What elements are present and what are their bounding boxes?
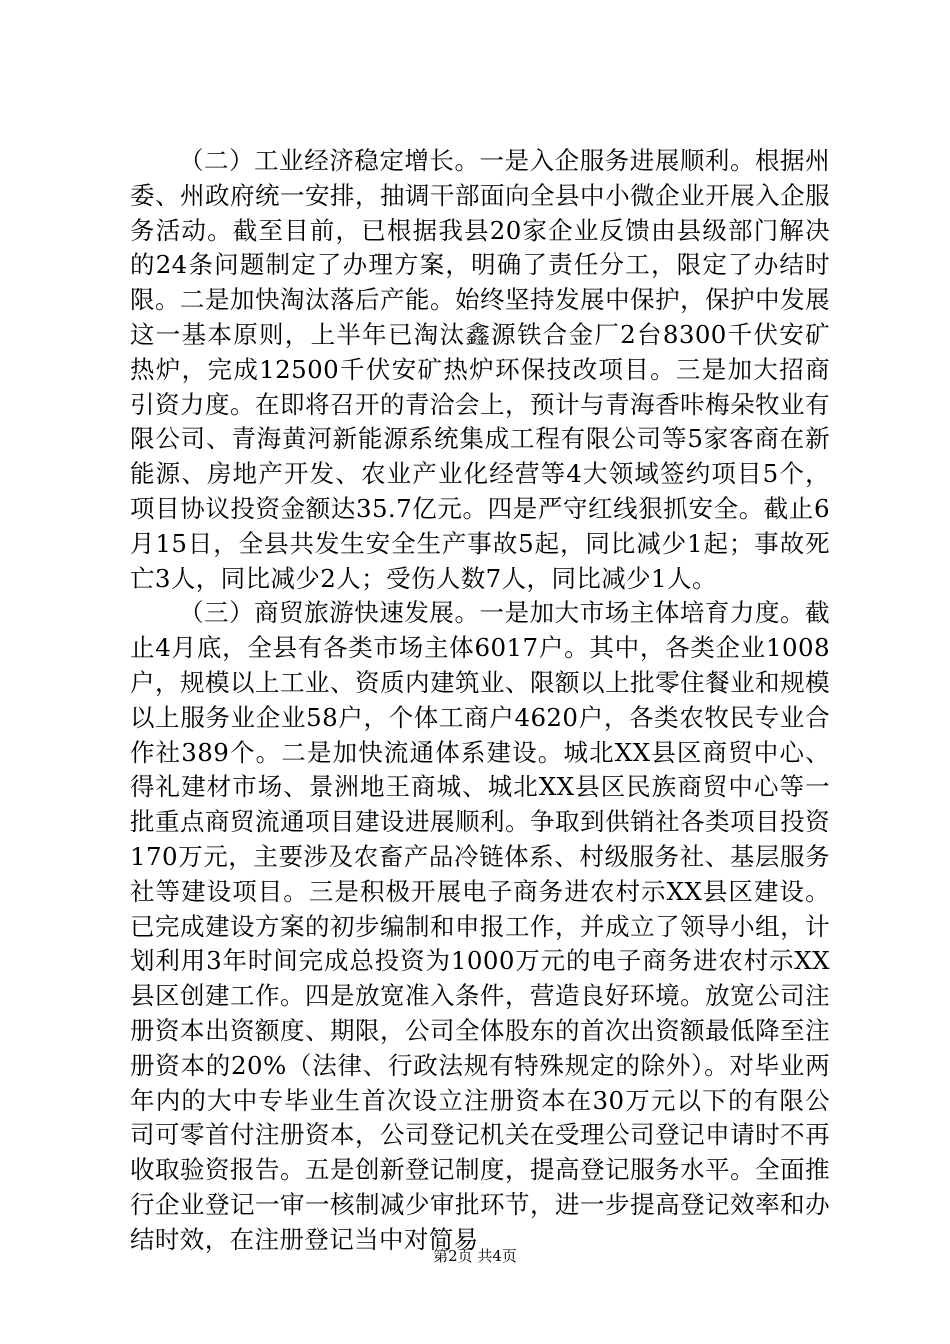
paragraph-commerce-tourism: （三）商贸旅游快速发展。一是加大市场主体培育力度。截止4月底，全县有各类市场主体6017户。其中，各类企业1008户，规模以上工业、资质内建筑业、限额以上批零住餐业和规模以上服务业企业58户，个体工商户4620户，各类农牧民专业合作社389个。二是加快流通体系建设。城北XX县区商贸中心、得礼建材市场、景洲地王商城、城北XX县区民族商贸中心等一批重点商贸流通项目建设进展顺利。争取到供销社各类项目投资170万元，主要涉及农畜产品冷链体系、村级服务社、基层服务社等建设项目。三是积极开展电子商务进农村示XX县区建设。已完成建设方案的初步编制和申报工作，并成立了领导小组，计划利用3年时间完成总投资为1000万元的电子商务进农村示XX县区创建工作。四是放宽准入条件，营造良好环境。放宽公司注册资本出资额度、期限，公司全体股东的首次出资额最低降至注册资本的20%（法律、行政法规有特殊规定的除外）。对毕业两年内的大中专毕业生首次设立注册资本在30万元以下的有限公司可零首付注册资本，公司登记机关在受理公司登记申请时不再收取验资报告。五是创新登记制度，提高登记服务水平。全面推行企业登记一审一核制减少审批环节，进一步提高登记效率和办结时效，在注册登记当中对简易 [130,598,830,1254]
document-body [130,144,830,1258]
page-number: 第2页 共4页 [433,1247,517,1265]
page-footer [0,1246,950,1266]
paragraph-industrial-economy: （二）工业经济稳定增长。一是入企服务进展顺利。根据州委、州政府统一安排，抽调干部面向全县中小微企业开展入企服务活动。截至目前，已根据我县20家企业反馈由县级部门解决的24条问题制定了办理方案，明确了责任分工，限定了办结时限。二是加快淘汰落后产能。始终坚持发展中保护，保护中发展这一基本原则，上半年已淘汰鑫源铁合金厂2台8300千伏安矿热炉，完成12500千伏安矿热炉环保技改项目。三是加大招商引资力度。在即将召开的青洽会上，预计与青海香咔梅朵牧业有限公司、青海黄河新能源系统集成工程有限公司等5家客商在新能源、房地产开发、农业产业化经营等4大领域签约项目5个，项目协议投资金额达35.7亿元。四是严守红线狠抓安全。截止6月15日，全县共发生安全生产事故5起，同比减少1起；事故死亡3人，同比减少2人；受伤人数7人，同比减少1人。 [130,146,830,593]
